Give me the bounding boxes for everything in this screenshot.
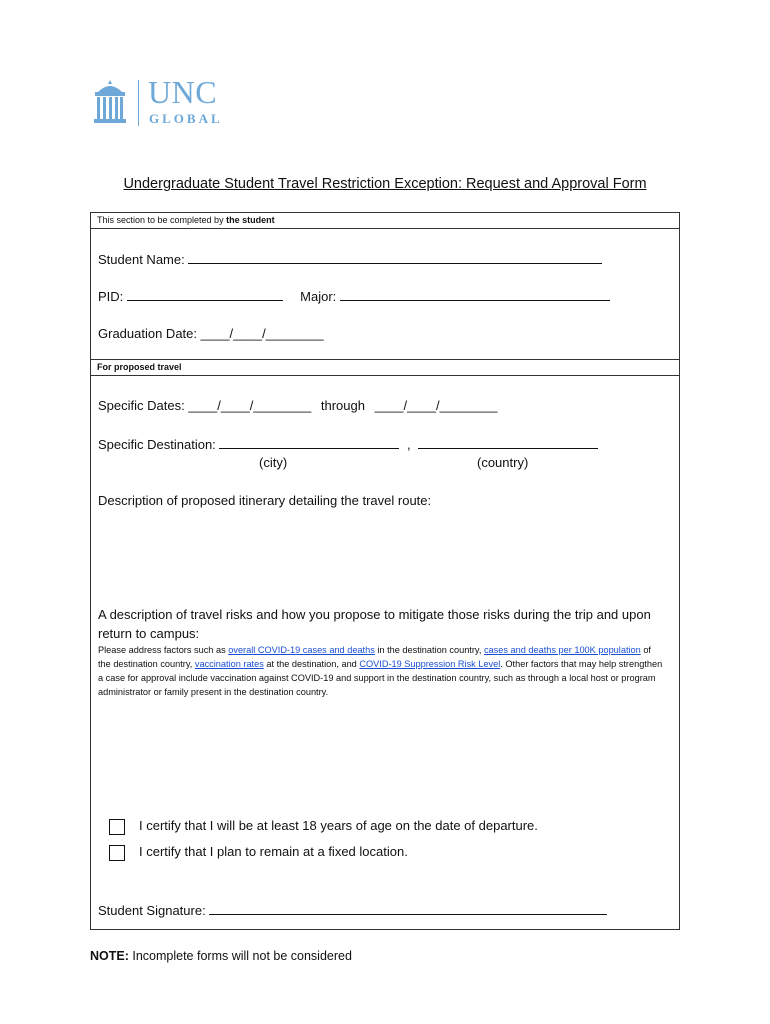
certify-location-checkbox[interactable] [109, 845, 125, 861]
student-name-label: Student Name: [98, 252, 185, 267]
logo-text-global: GLOBAL [149, 111, 223, 126]
country-caption: (country) [477, 455, 529, 470]
student-name-row [98, 250, 602, 267]
section-travel-label: For proposed travel [97, 362, 182, 372]
graduation-row [98, 326, 324, 341]
note-bold: NOTE: [90, 949, 129, 963]
signature-field[interactable] [209, 901, 607, 915]
certify-location-row [109, 844, 408, 861]
graduation-date-label: Graduation Date: [98, 326, 198, 341]
pid-label: PID: [98, 289, 124, 304]
certify-age-label: I certify that I will be at least 18 years of age on the date of departure. [139, 818, 538, 833]
signature-label: Student Signature: [98, 903, 206, 918]
risks-text-2: in the destination country, [374, 645, 484, 655]
incomplete-note [90, 949, 352, 963]
major-field[interactable] [340, 287, 610, 301]
risks-instructions [98, 643, 663, 699]
major-label: Major: [300, 289, 337, 304]
destination-row [98, 435, 598, 452]
itinerary-label: Description of proposed itinerary detailing the travel route: [98, 493, 432, 508]
city-caption: (city) [259, 455, 288, 470]
risks-text-1: Please address factors such as [98, 645, 229, 655]
country-field[interactable] [418, 435, 598, 449]
specific-destination-label: Specific Destination: [98, 437, 216, 452]
certify-location-label: I certify that I plan to remain at a fixed location. [139, 844, 408, 859]
old-well-icon [92, 78, 128, 126]
section-student-bold: the student [226, 215, 275, 225]
specific-dates-label: Specific Dates: [98, 398, 185, 413]
comma: , [407, 437, 411, 452]
graduation-date-field[interactable]: ____/____/________ [200, 326, 324, 341]
covid-cases-link[interactable]: overall COVID-19 cases and deaths [228, 645, 375, 655]
end-date-field[interactable]: ____/____/________ [374, 398, 498, 413]
section-student-prefix: This section to be completed by [97, 215, 227, 225]
form-box [90, 212, 680, 930]
section-travel-header [91, 359, 679, 376]
dates-row [98, 398, 497, 413]
form-title: Undergraduate Student Travel Restriction Exception: Request and Approval Form [123, 176, 647, 192]
risks-text-5: . Other factors that may help strengthen a case for approval include vaccination against COVID-19 and support in the destination country, such as through a local host or program administrator or family present in the destination country. [98, 659, 663, 697]
start-date-field[interactable]: ____/____/________ [188, 398, 312, 413]
through-label: through [320, 398, 365, 413]
pid-field[interactable] [127, 287, 283, 301]
certify-age-checkbox[interactable] [109, 819, 125, 835]
logo-text-unc: UNC [148, 74, 218, 110]
pid-major-row [98, 287, 610, 304]
signature-row [98, 901, 607, 918]
vaccination-rates-link[interactable]: vaccination rates [194, 659, 264, 669]
section-student-header [91, 213, 679, 229]
risks-text-3: of the destination country, [98, 645, 651, 669]
risks-text-4: at the destination, and [263, 659, 360, 669]
city-field[interactable] [219, 435, 399, 449]
note-text: Incomplete forms will not be considered [128, 949, 352, 963]
student-name-field[interactable] [188, 250, 602, 264]
suppression-risk-link[interactable]: COVID-19 Suppression Risk Level [359, 659, 501, 669]
certify-age-row [109, 818, 538, 835]
cases-per-100k-link[interactable]: cases and deaths per 100K population [483, 645, 641, 655]
unc-global-logo [92, 74, 242, 128]
risks-heading: A description of travel risks and how you propose to mitigate those risks during the trip and upon return to campus: [98, 607, 651, 641]
